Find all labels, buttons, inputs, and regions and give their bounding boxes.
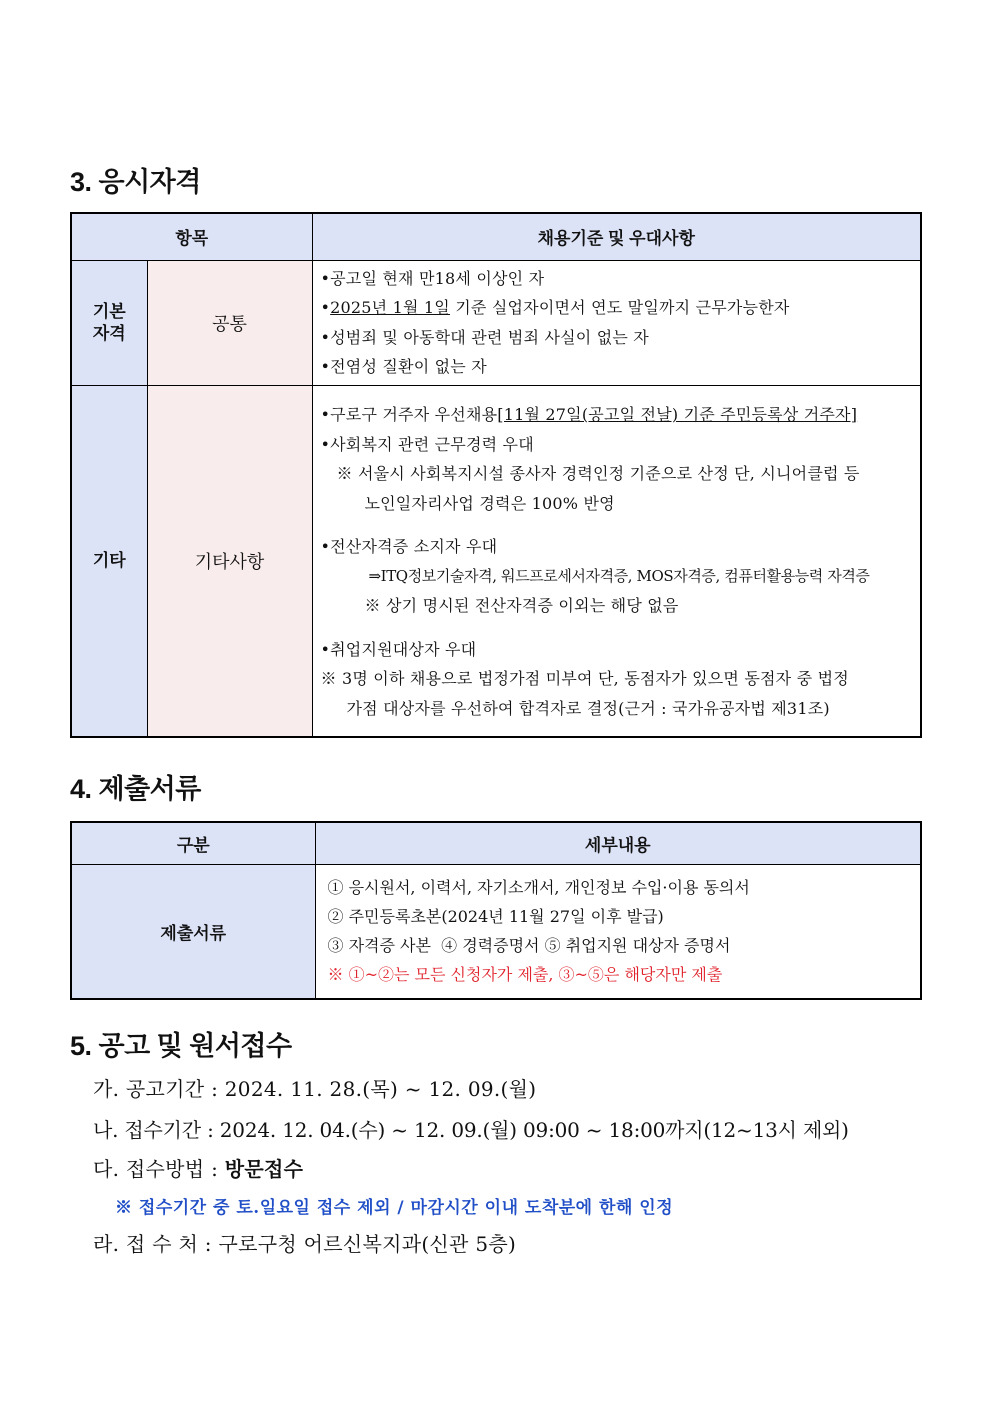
criteria-note: 가점 대상자를 우선하여 합격자로 결정(근거 : 국가유공자법 제31조) <box>346 698 830 718</box>
criteria-note: 노인일자리사업 경력은 100% 반영 <box>364 493 615 513</box>
criteria-line: •전염성 질환이 없는 자 <box>320 357 487 376</box>
criteria-sub: ⇒ITQ정보기술자격, 워드프로세서자격증, MOS자격증, 컴퓨터활용능력 자격증 <box>368 566 870 585</box>
section-4-title: 4. 제출서류 <box>70 774 201 804</box>
category-other: 기타 <box>71 385 147 737</box>
documents-table <box>70 821 922 1000</box>
section-5-title: 5. 공고 및 원서접수 <box>70 1031 292 1061</box>
criteria-line: •성범죄 및 아동학대 관련 범죄 사실이 없는 자 <box>320 327 649 347</box>
category-basic: 기본 자격 <box>71 260 147 385</box>
criteria-line: •전산자격증 소지자 우대 <box>320 537 498 557</box>
application-period: 나. 접수기간 : 2024. 12. 04.(수) ~ 12. 09.(월) 09:00 ~ 18:00까지(12~13시 제외) <box>93 1118 849 1142</box>
table-row-documents <box>71 864 921 999</box>
header-details: 세부내용 <box>315 822 921 864</box>
criteria-note: ※ 서울시 사회복지시설 종사자 경력인정 기준으로 산정 단, 시니어클럽 등 <box>336 464 860 484</box>
header-item: 항목 <box>71 213 312 260</box>
subcategory-other: 기타사항 <box>147 385 312 737</box>
application-note: ※ 접수기간 중 토.일요일 접수 제외 / 마감시간 이내 도착분에 한해 인정 <box>115 1198 674 1218</box>
other-criteria <box>312 385 921 737</box>
criteria-line: •2025년 1월 1일 기준 실업자이면서 연도 말일까지 근무가능한자 <box>320 298 790 317</box>
criteria-line: •사회복지 관련 근무경력 우대 <box>320 434 534 454</box>
basic-criteria <box>312 260 921 385</box>
document-item: ③ 자격증 사본 ④ 경력증명서 ⑤ 취업지원 대상자 증명서 <box>327 936 731 956</box>
document-item: ② 주민등록초본(2024년 11월 27일 이후 발급) <box>327 907 664 927</box>
document-note: ※ ①~②는 모든 신청자가 제출, ③~⑤은 해당자만 제출 <box>327 965 723 985</box>
application-location: 라. 접 수 처 : 구로구청 어르신복지과(신관 5층) <box>93 1232 517 1256</box>
application-method: 다. 접수방법 : 방문접수 <box>93 1157 304 1181</box>
criteria-note: ※ 3명 이하 채용으로 법정가점 미부여 단, 동점자가 있으면 동점자 중 법정 <box>320 669 849 689</box>
criteria-note: ※ 상기 명시된 전산자격증 이외는 해당 없음 <box>364 596 679 616</box>
criteria-line: •구로구 거주자 우선채용[11월 27일(공고일 전날) 기준 주민등록상 거주자] <box>320 405 858 425</box>
category-documents: 제출서류 <box>71 864 315 999</box>
table-row-other <box>71 385 921 737</box>
qualification-table <box>70 212 922 738</box>
header-criteria: 채용기준 및 우대사항 <box>312 213 921 260</box>
document-item: ① 응시원서, 이력서, 자기소개서, 개인정보 수입·이용 동의서 <box>327 878 750 898</box>
table-row-basic <box>71 260 921 385</box>
criteria-line: •공고일 현재 만18세 이상인 자 <box>320 268 545 288</box>
subcategory-common: 공통 <box>147 260 312 385</box>
section-3-title: 3. 응시자격 <box>70 167 201 197</box>
criteria-line: •취업지원대상자 우대 <box>320 639 477 659</box>
announcement-period: 가. 공고기간 : 2024. 11. 28.(목) ~ 12. 09.(월) <box>93 1077 537 1101</box>
header-category: 구분 <box>71 822 315 864</box>
document-list <box>315 864 921 999</box>
